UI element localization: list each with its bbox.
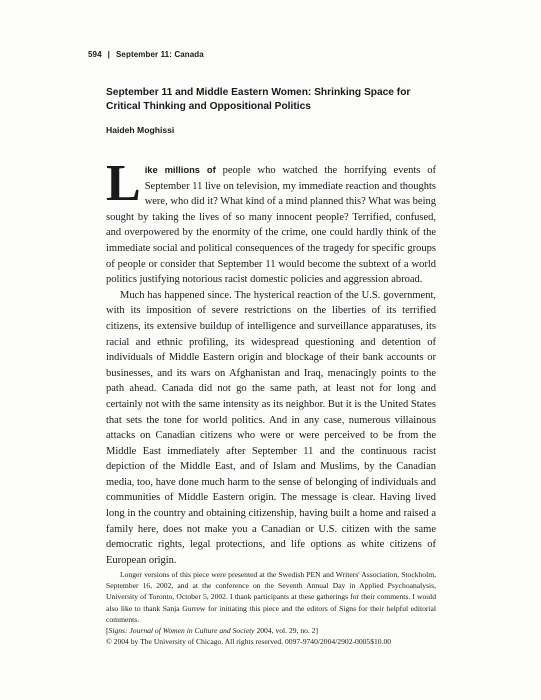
footnotes (106, 569, 436, 647)
article-title: September 11 and Middle Eastern Women: Shrinking Space for Critical Thinking and Oppositional Politics (106, 87, 411, 112)
running-head-separator: | (107, 50, 110, 59)
page-number: 594 (88, 50, 102, 59)
lead-in: ike millions of (144, 164, 216, 175)
paragraph-2: Much has happened since. The hysterical reaction of the U.S. government, with its imposition of severe restrictions on the liberties of its terrified citizens, its extensive buildup of intelligence and surveillance apparatuses, its racial and ethnic profiling, its widespread questioning and detention of individuals of Middle Eastern origin and blockage of their bank accounts or businesses, and its wars on Afghanistan and Iraq, menacingly points to the path ahead. Canada did not go the same path, at least not for long and certainly not with the same intensity as its neighbor. But it is the United States that sets the tone for world politics. And in any case, numerous villainous attacks on Canadian citizens who were or were perceived to be from the Middle East immediately after September 11 and the continuous racist depiction of the Middle East, and of Islam and Muslims, by the Canadian media, too, have done much harm to the sense of belonging of individuals and communities of Middle Eastern origin. The message is clear. Having lived long in the country and obtaining citizenship, having built a home and raised a family here, does not make you a Canadian or U.S. citizen with the same democratic rights, legal protections, and life options as white citizens of European origin. (106, 289, 436, 566)
drop-cap: L (106, 155, 141, 212)
article-author: Haideh Moghissi (106, 125, 175, 135)
acknowledgment-note: Longer versions of this piece were presented at the Swedish PEN and Writers' Association, Stockholm, September 16, 2002, and at the conference on the Seventh Annual Day in Applied Psychoanalysis, University of Toronto, October 5, 2002. I thank participants at these gatherings for their comments. I would also like to thank Sanja Gurrew for initiating this piece and the editors of Signs for their helpful editorial comments. (106, 570, 436, 624)
paragraph-1 (106, 155, 436, 288)
running-head (88, 50, 204, 59)
article-body (106, 155, 436, 568)
section-title: September 11: Canada (116, 50, 204, 59)
citation-rest: 2004, vol. 29, no. 2] (254, 626, 319, 636)
citation-journal: Signs: Journal of Women in Culture and Society (108, 626, 255, 636)
journal-citation (106, 625, 436, 636)
copyright-line: © 2004 by The University of Chicago. All rights reserved. 0097-9740/2004/2902-0005$10.00 (106, 637, 392, 647)
paragraph-1-text: people who watched the horrifying events of September 11 live on television, my immediate reaction and thoughts were, who did it? What kind of a mind planned this? What was being sought by taking the lives of so many innocent people? Terrified, confused, and overpowered by the enormity of the crime, one could hardly think of the immediate social and political consequences of the tragedy for specific groups of people or consider that September 11 would become the subtext of a world politics justifying notorious racist domestic policies and aggression abroad. (106, 165, 436, 286)
citation-open: [ (106, 626, 109, 636)
